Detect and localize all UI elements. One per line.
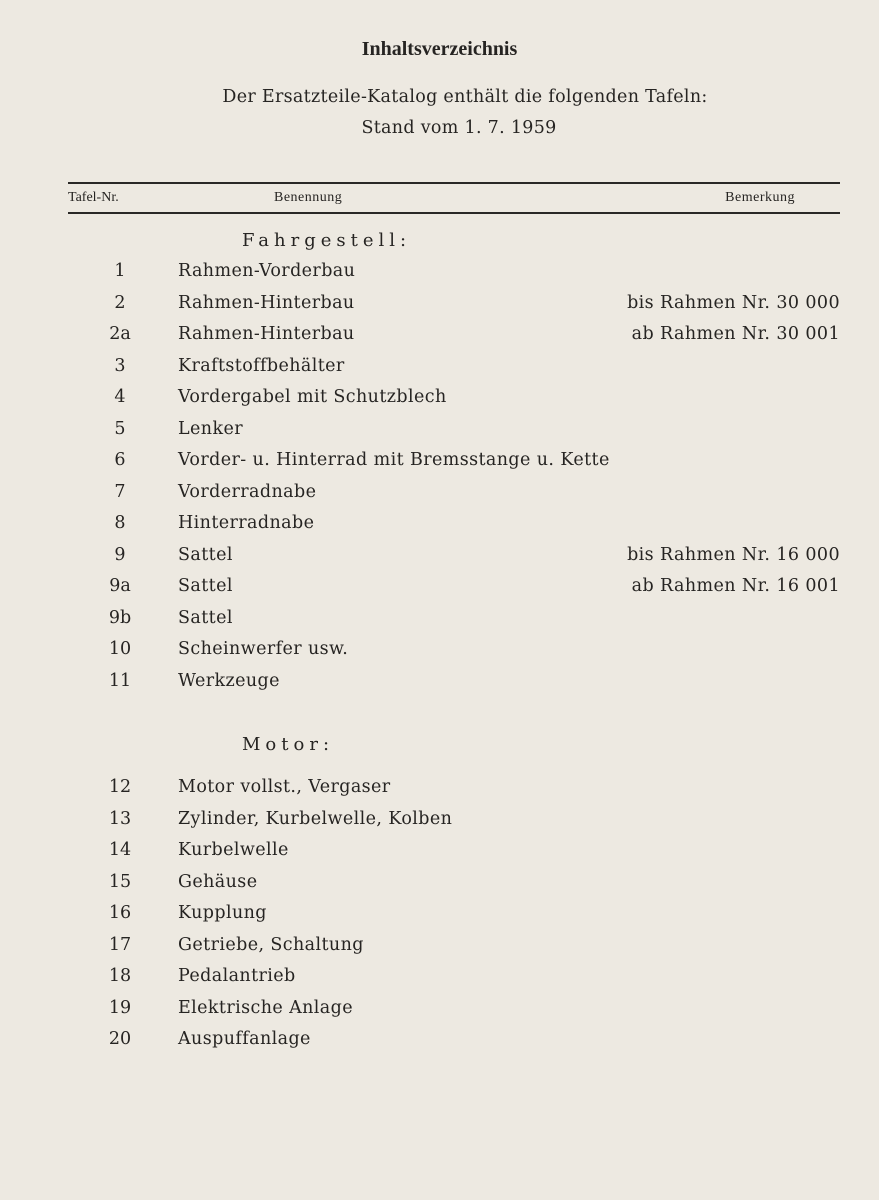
table-row (0, 261, 879, 287)
table-row (0, 998, 879, 1024)
table-row (0, 966, 879, 992)
row-name: Zylinder, Kurbelwelle, Kolben (178, 809, 453, 829)
row-number: 2 (114, 293, 126, 313)
table-row (0, 576, 879, 602)
table-row (0, 903, 879, 929)
table-row (0, 419, 879, 445)
table-row (0, 356, 879, 382)
row-name: Rahmen-Vorderbau (178, 261, 356, 281)
table-row (0, 840, 879, 866)
row-name: Rahmen-Hinterbau (178, 293, 355, 313)
section-title: Motor: (242, 734, 335, 755)
row-number: 20 (108, 1029, 132, 1049)
row-name: Kraftstoffbehälter (178, 356, 345, 376)
row-name: Vorder- u. Hinterrad mit Bremsstange u. Kette (178, 450, 610, 470)
table-row (0, 809, 879, 835)
row-number: 10 (108, 639, 132, 659)
row-number: 16 (108, 903, 132, 923)
row-number: 7 (114, 482, 126, 502)
row-number: 12 (108, 777, 132, 797)
row-remark: ab Rahmen Nr. 16 001 (631, 576, 840, 596)
page-date: Stand vom 1. 7. 1959 (361, 118, 557, 138)
table-row (0, 1029, 879, 1055)
row-name: Vordergabel mit Schutzblech (178, 387, 447, 407)
row-name: Sattel (178, 545, 233, 565)
row-name: Motor vollst., Vergaser (178, 777, 391, 797)
row-number: 8 (114, 513, 126, 533)
table-row (0, 872, 879, 898)
row-name: Vorderradnabe (178, 482, 317, 502)
row-name: Sattel (178, 608, 233, 628)
row-number: 17 (108, 935, 132, 955)
section-title: Fahrgestell: (242, 230, 412, 251)
table-row (0, 482, 879, 508)
row-name: Lenker (178, 419, 243, 439)
column-header-nr: Tafel-Nr. (68, 190, 119, 205)
row-number: 5 (114, 419, 126, 439)
row-name: Getriebe, Schaltung (178, 935, 364, 955)
table-row (0, 513, 879, 539)
row-name: Scheinwerfer usw. (178, 639, 349, 659)
table-row (0, 387, 879, 413)
row-number: 3 (114, 356, 126, 376)
table-row (0, 671, 879, 697)
row-number: 1 (114, 261, 126, 281)
row-number: 13 (108, 809, 132, 829)
row-number: 2a (109, 324, 131, 344)
row-name: Sattel (178, 576, 233, 596)
row-name: Pedalantrieb (178, 966, 296, 986)
row-name: Kupplung (178, 903, 267, 923)
row-name: Werkzeuge (178, 671, 280, 691)
row-number: 6 (114, 450, 126, 470)
row-remark: ab Rahmen Nr. 30 001 (631, 324, 840, 344)
table-row (0, 324, 879, 350)
row-remark: bis Rahmen Nr. 16 000 (627, 545, 840, 565)
table-top-rule (68, 182, 840, 184)
table-row (0, 935, 879, 961)
row-number: 18 (108, 966, 132, 986)
page-title: Inhaltsverzeichnis (361, 38, 518, 60)
row-number: 9 (114, 545, 126, 565)
table-row (0, 639, 879, 665)
column-header-remark: Bemerkung (725, 190, 795, 205)
table-row (0, 450, 879, 476)
table-row (0, 777, 879, 803)
row-remark: bis Rahmen Nr. 30 000 (627, 293, 840, 313)
row-number: 4 (114, 387, 126, 407)
row-number: 14 (108, 840, 132, 860)
row-number: 11 (108, 671, 132, 691)
page-subtitle: Der Ersatzteile-Katalog enthält die folgenden Tafeln: (222, 87, 708, 107)
row-name: Gehäuse (178, 872, 258, 892)
row-number: 19 (108, 998, 132, 1018)
row-number: 15 (108, 872, 132, 892)
table-header-rule (68, 212, 840, 214)
table-row (0, 608, 879, 634)
table-row (0, 545, 879, 571)
row-name: Kurbelwelle (178, 840, 289, 860)
row-number: 9b (108, 608, 132, 628)
row-name: Hinterradnabe (178, 513, 315, 533)
column-header-name: Benennung (274, 190, 343, 205)
table-row (0, 293, 879, 319)
row-name: Rahmen-Hinterbau (178, 324, 355, 344)
row-number: 9a (109, 576, 131, 596)
row-name: Auspuffanlage (178, 1029, 311, 1049)
row-name: Elektrische Anlage (178, 998, 353, 1018)
